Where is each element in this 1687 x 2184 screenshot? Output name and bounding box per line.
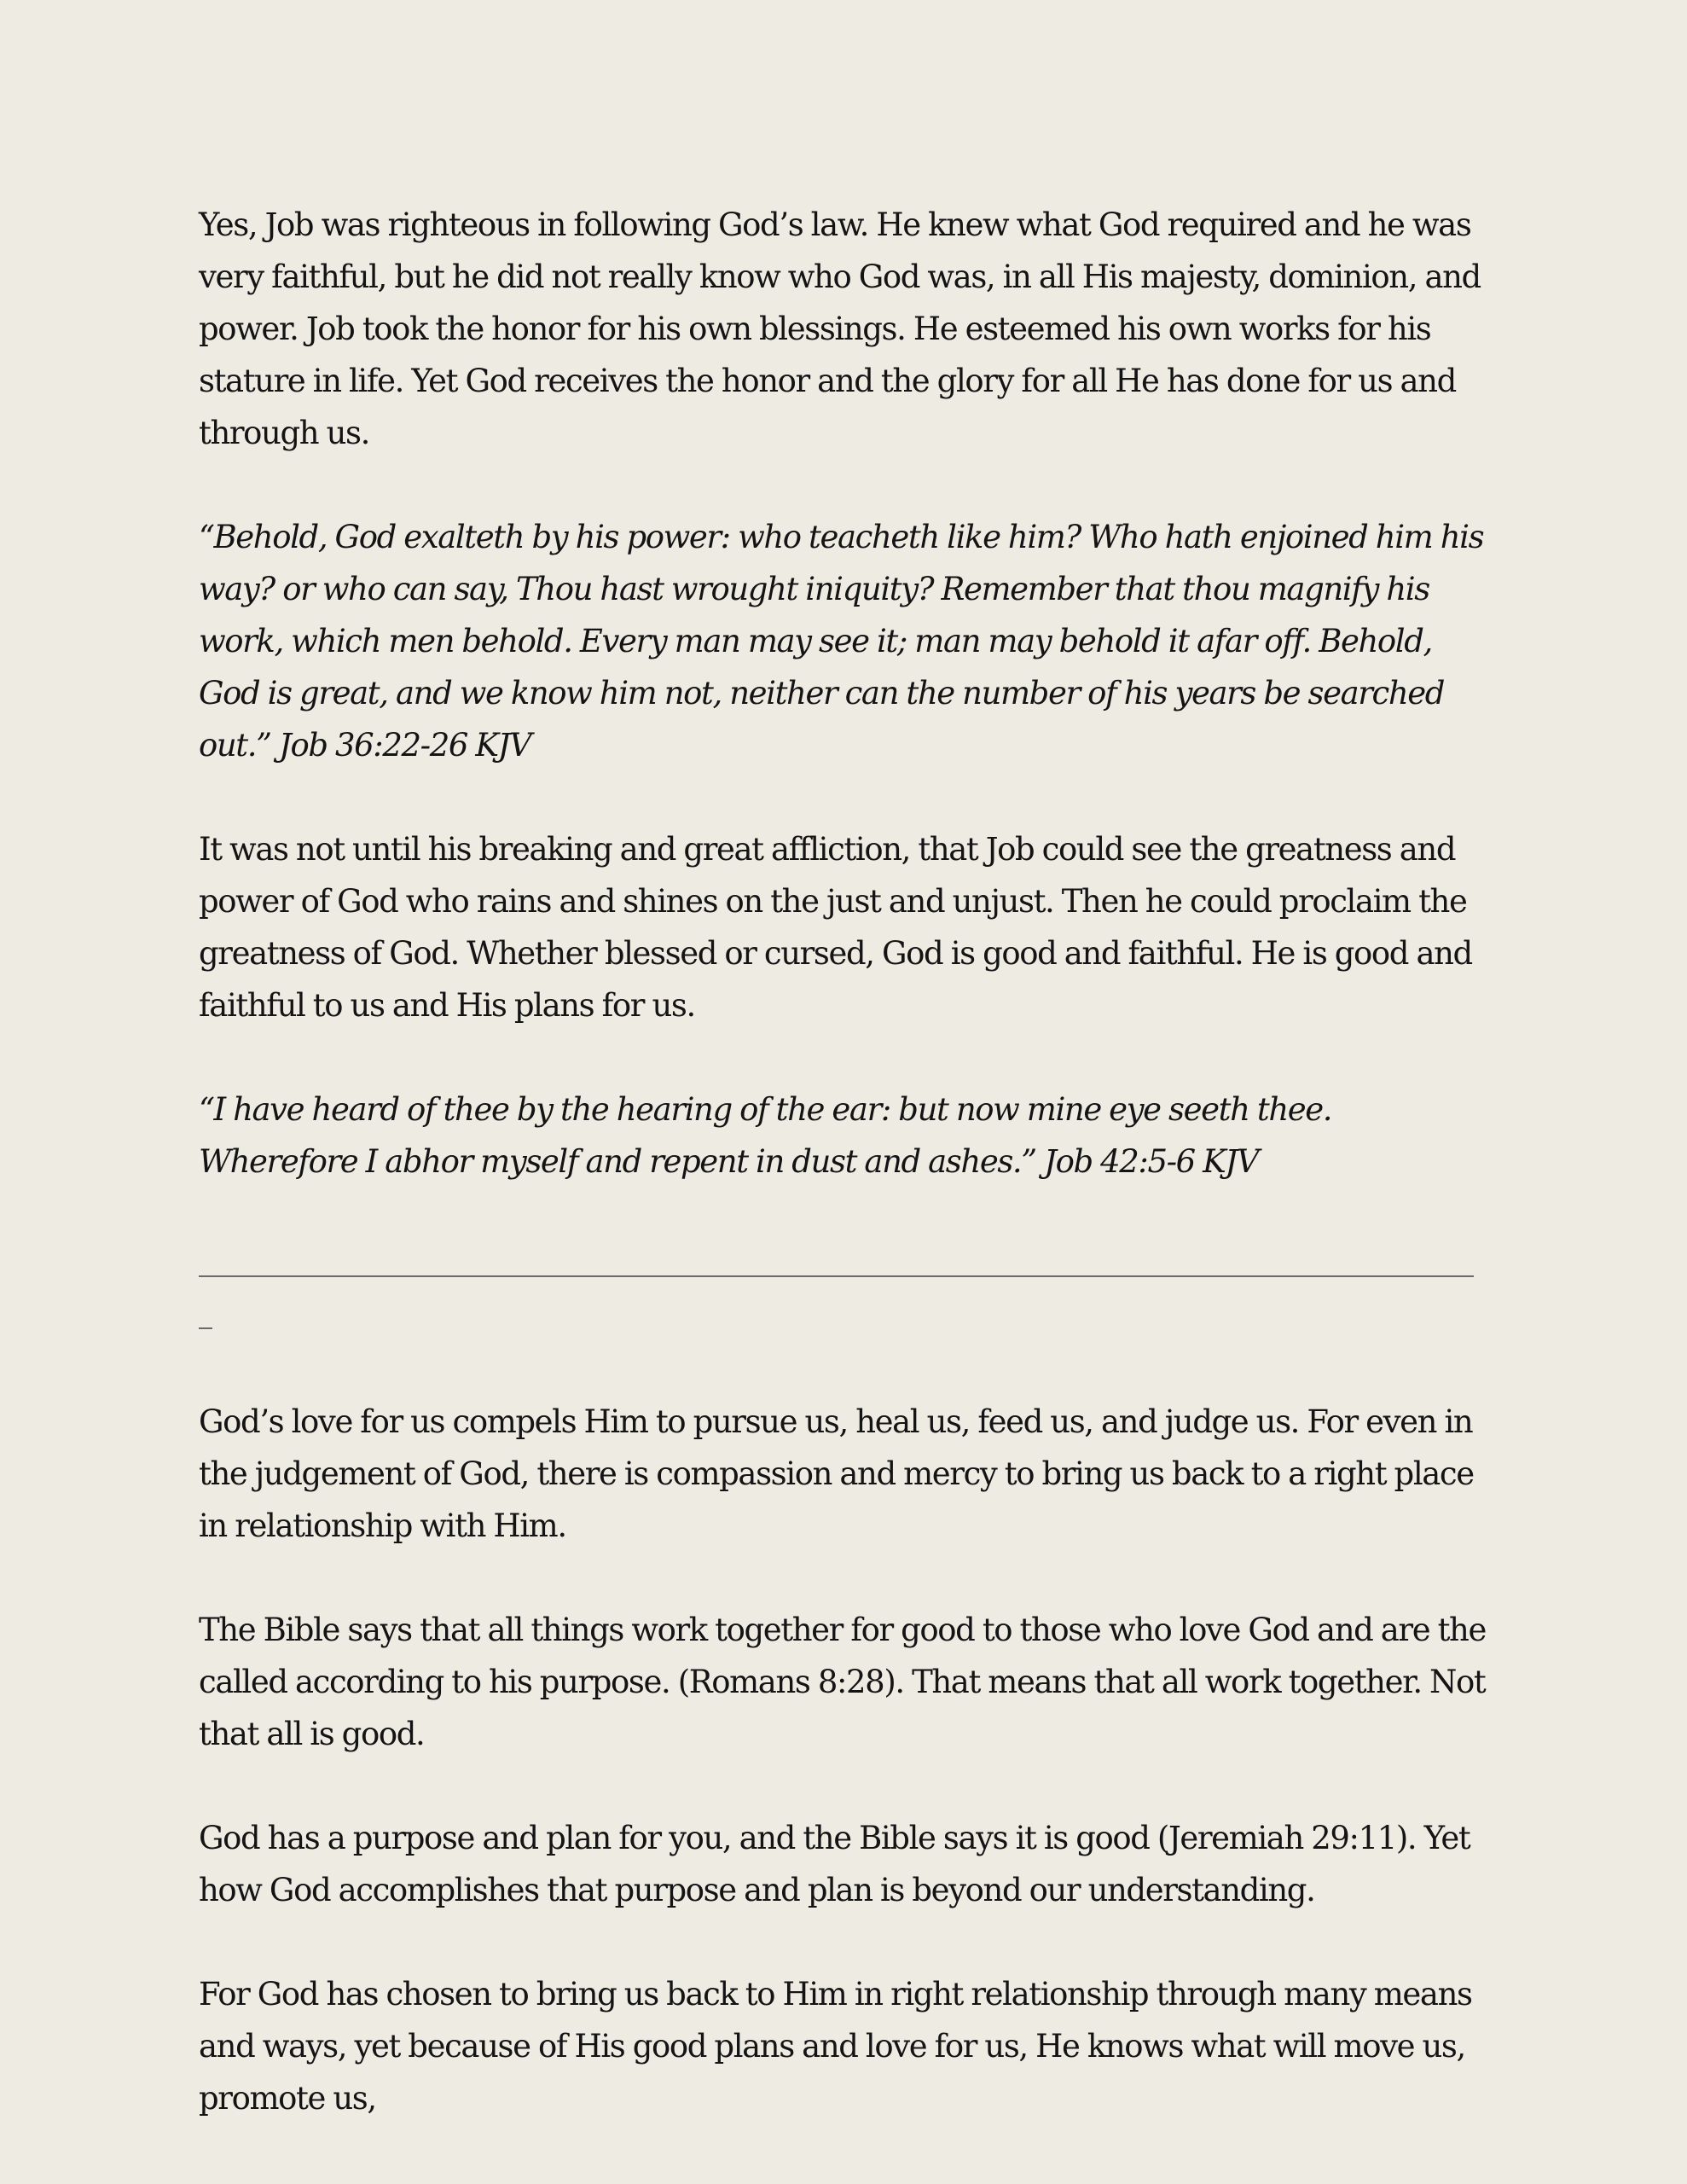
paragraph-job-righteous: Yes, Job was righteous in following God’s law. He knew what God required and he was very faithful, but he did not really know who God was, in all His majesty, dominion, and power. Job took the honor for his own blessings. He esteemed his own works for his stature in life. Yet God receives the honor and the glory for all He has done for us and through us.	[199, 206, 1481, 451]
paragraph-job-affliction: It was not until his breaking and great affliction, that Job could see the greatness and power of God who rains and shines on the just and unjust. Then he could proclaim the greatness of God. Whether blessed or cursed, God is good and faithful. He is good and faithful to us and His plans for us.	[199, 831, 1472, 1024]
scripture-quote-job-42: “I have heard of thee by the hearing of the ear: but now mine eye seeth thee. Wherefore I abhor myself and repent in dust and ashes.” Job 42:5-6 KJV	[199, 1091, 1332, 1180]
document-page	[199, 199, 1495, 2176]
paragraph-right-relationship: For God has chosen to bring us back to Him in right relationship through many means and ways, yet because of His good plans and love for us, He knows what will move us, promote us,	[199, 1976, 1472, 2117]
divider-tail	[199, 1292, 1495, 1344]
paragraph-gods-love: God’s love for us compels Him to pursue us, heal us, feed us, and judge us. For even in the judgement of God, there is compassion and mercy to bring us back to a right place in relationship with Him.	[199, 1403, 1474, 1544]
section-divider	[199, 1240, 1495, 1344]
divider-line	[199, 1240, 1495, 1292]
paragraph-all-things-work: The Bible says that all things work together for good to those who love God and are the called according to his purpose. (Romans 8:28). That means that all work together. Not that all is good.	[199, 1612, 1486, 1752]
scripture-quote-job-36: “Behold, God exalteth by his power: who teacheth like him? Who hath enjoined him his way? or who can say, Thou hast wrought iniquity? Remember that thou magnify his work, which men behold. Every man may see it; man may behold it afar off. Behold, God is great, and we know him not, neither can the number of his years be searched out.” Job 36:22-26 KJV	[199, 519, 1484, 764]
paragraph-purpose-plan: God has a purpose and plan for you, and the Bible says it is good (Jeremiah 29:11). Yet how God accomplishes that purpose and plan is beyond our understanding.	[199, 1820, 1470, 1908]
